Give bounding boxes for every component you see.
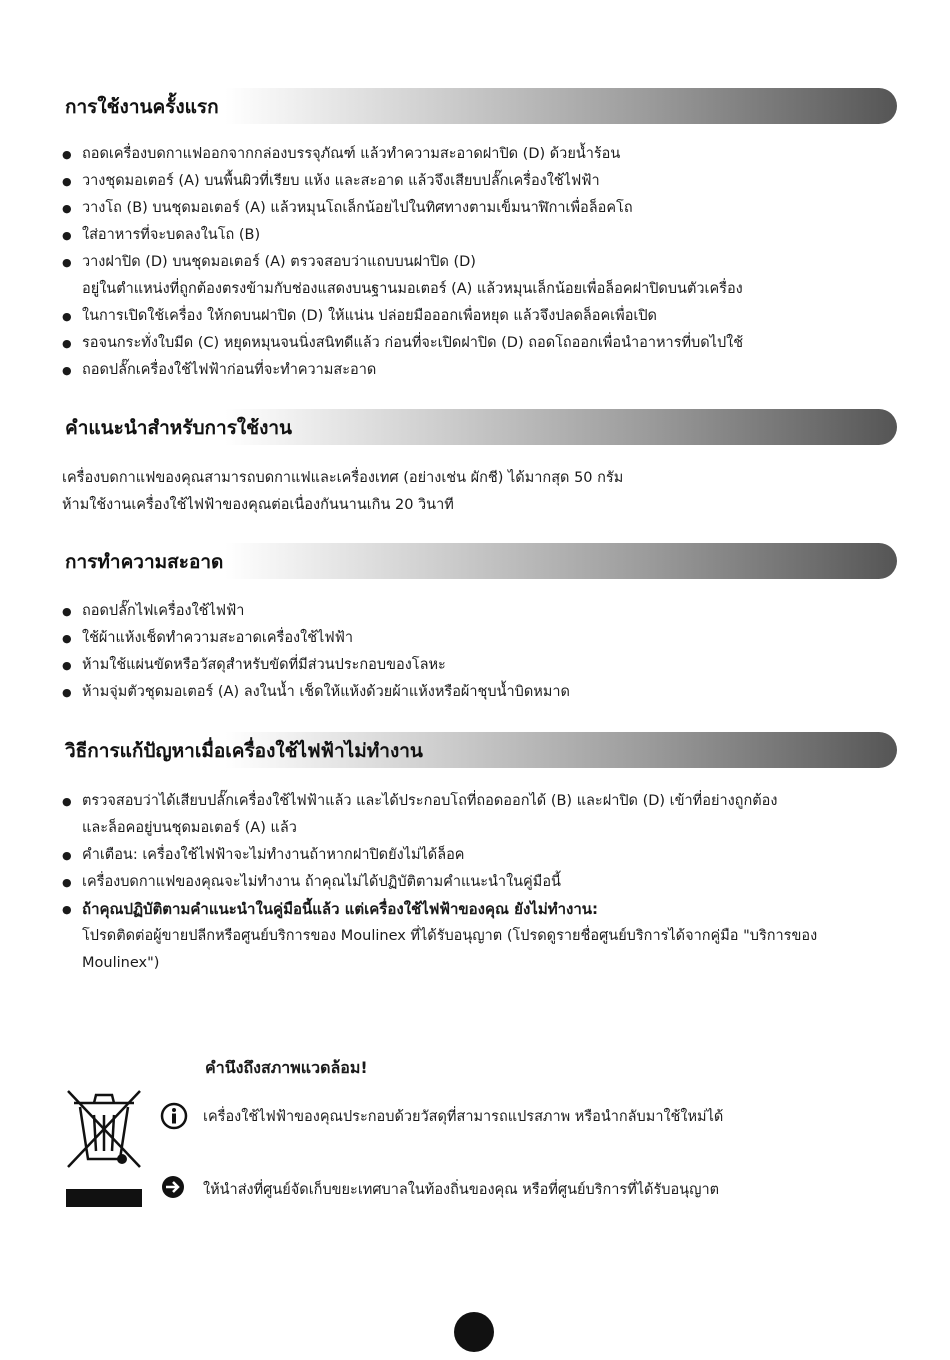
list-item: ● ในการเปิดใช้เครื่อง ให้กดบนฝาปิด (D) ให้แน่น ปล่อยมือออกเพื่อหยุด แล้วจึงปลดล็อคเพื่อเปิด xyxy=(62,303,902,330)
list-item: ● วางฝาปิด (D) บนชุดมอเตอร์ (A) ตรวจสอบว่าแถบบนฝาปิด (D) อยู่ในตำแหน่งที่ถูกต้องตรงข้ามกับช่องแสดงบนฐานมอเตอร์ (A) แล้วหมุนเล็กน้อยเพื่อล็อคฝาปิดบนตัวเครื่อง xyxy=(62,249,902,303)
list-item: ● ถ้าคุณปฏิบัติตามคำแนะนำในคู่มือนี้แล้ว แต่เครื่องใช้ไฟฟ้าของคุณ ยังไม่ทำงาน: โปรดติดต่อผู้ขายปลีกหรือศูนย์บริการของ Moulinex ที่ได้รับอนุญาต (โปรดดูรายชื่อศูนย์บริการได้จากคู่มือ "บริการของ Moulinex") xyxy=(62,896,902,977)
list-item: ● ถอดปลั๊กเครื่องใช้ไฟฟ้าก่อนที่จะทำความสะอาด xyxy=(62,357,902,384)
section-title: คำแนะนำสำหรับการใช้งาน xyxy=(65,417,293,439)
environment-line: เครื่องใช้ไฟฟ้าของคุณประกอบด้วยวัสดุที่สามารถแปรสภาพ หรือนำกลับมาใช้ใหม่ได้ xyxy=(203,1109,724,1125)
list-item: ● คำเตือน: เครื่องใช้ไฟฟ้าจะไม่ทำงานถ้าหากฝาปิดยังไม่ได้ล็อค xyxy=(62,842,902,869)
troubleshooting-list xyxy=(62,788,902,977)
environment-title: คำนึงถึงสภาพแวดล้อม! xyxy=(205,1058,368,1077)
list-item: ● ถอดเครื่องบดกาแฟออกจากกล่องบรรจุภัณฑ์ แล้วทำความสะอาดฝาปิด (D) ด้วยน้ำร้อน xyxy=(62,141,902,168)
section-header-cleaning xyxy=(57,543,897,579)
list-item: ● วางชุดมอเตอร์ (A) บนพื้นผิวที่เรียบ แห้ง และสะอาด แล้วจึงเสียบปลั๊กเครื่องใช้ไฟฟ้า xyxy=(62,168,902,195)
environment-line: ให้นำส่งที่ศูนย์จัดเก็บขยะเทศบาลในท้องถิ่นของคุณ หรือที่ศูนย์บริการที่ได้รับอนุญาต xyxy=(203,1182,720,1198)
cleaning-list xyxy=(62,598,902,706)
arrow-circle-icon xyxy=(160,1175,188,1207)
info-circle-icon xyxy=(160,1102,188,1134)
crossed-out-bin-icon xyxy=(64,1085,144,1211)
section-title: การทำความสะอาด xyxy=(65,551,224,573)
first-use-list xyxy=(62,141,902,384)
list-item: ● ห้ามใช้แผ่นขัดหรือวัสดุสำหรับขัดที่มีส่วนประกอบของโลหะ xyxy=(62,652,902,679)
page-marker xyxy=(454,1312,494,1352)
list-item: ● ตรวจสอบว่าได้เสียบปลั๊กเครื่องใช้ไฟฟ้าแล้ว และได้ประกอบโถที่ถอดออกได้ (B) และฝาปิด (D) เข้าที่อย่างถูกต้อง และล็อคอยู่บนชุดมอเตอร์ (A) แล้ว xyxy=(62,788,902,842)
list-item: ● ใช้ผ้าแห้งเช็ดทำความสะอาดเครื่องใช้ไฟฟ้า xyxy=(62,625,902,652)
advice-line: เครื่องบดกาแฟของคุณสามารถบดกาแฟและเครื่องเทศ (อย่างเช่น ผักชี) ได้มากสุด 50 กรัม xyxy=(62,470,624,486)
list-item: ● ถอดปลั๊กไฟเครื่องใช้ไฟฟ้า xyxy=(62,598,902,625)
advice-line: ห้ามใช้งานเครื่องใช้ไฟฟ้าของคุณต่อเนื่องกันนานเกิน 20 วินาที xyxy=(62,497,454,513)
list-item: ● รอจนกระทั่งใบมีด (C) หยุดหมุนจนนิ่งสนิทดีแล้ว ก่อนที่จะเปิดฝาปิด (D) ถอดโถออกเพื่อนำอาหารที่บดไปใช้ xyxy=(62,330,902,357)
list-item: ● ห้ามจุ่มตัวชุดมอเตอร์ (A) ลงในน้ำ เช็ดให้แห้งด้วยผ้าแห้งหรือผ้าชุบน้ำบิดหมาด xyxy=(62,679,902,706)
section-header-troubleshooting xyxy=(57,732,897,768)
list-item: ● ใส่อาหารที่จะบดลงในโถ (B) xyxy=(62,222,902,249)
list-item: ● เครื่องบดกาแฟของคุณจะไม่ทำงาน ถ้าคุณไม่ได้ปฏิบัติตามคำแนะนำในคู่มือนี้ xyxy=(62,869,902,896)
section-header-first-use xyxy=(57,88,897,124)
section-header-advice xyxy=(57,409,897,445)
section-title: วิธีการแก้ปัญหาเมื่อเครื่องใช้ไฟฟ้าไม่ทำงาน xyxy=(65,740,423,762)
list-item: ● วางโถ (B) บนชุดมอเตอร์ (A) แล้วหมุนโถเล็กน้อยไปในทิศทางตามเข็มนาฬิกาเพื่อล็อคโถ xyxy=(62,195,902,222)
section-title: การใช้งานครั้งแรก xyxy=(65,96,219,118)
